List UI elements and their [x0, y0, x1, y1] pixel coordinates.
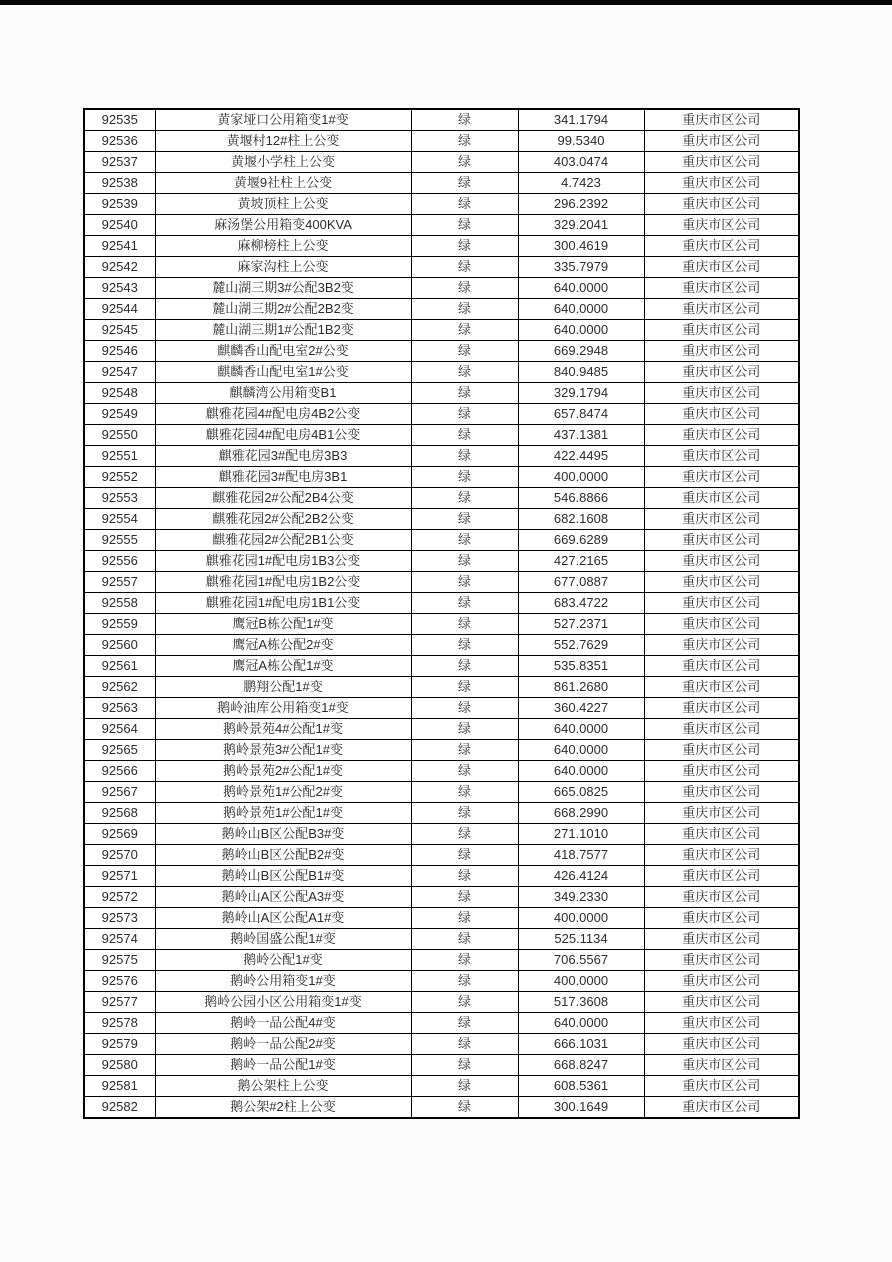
cell-name: 鹅岭公配1#变 [155, 950, 411, 971]
cell-id: 92553 [84, 488, 155, 509]
cell-name: 麒雅花园2#公配2B2公变 [155, 509, 411, 530]
cell-name: 鹅岭山B区公配B3#变 [155, 824, 411, 845]
cell-company: 重庆市区公司 [644, 215, 799, 236]
cell-id: 92538 [84, 173, 155, 194]
cell-company: 重庆市区公司 [644, 866, 799, 887]
cell-company: 重庆市区公司 [644, 803, 799, 824]
cell-name: 鹅岭油库公用箱变1#变 [155, 698, 411, 719]
table-row [84, 341, 799, 362]
cell-company: 重庆市区公司 [644, 635, 799, 656]
cell-status: 绿 [411, 194, 518, 215]
cell-company: 重庆市区公司 [644, 698, 799, 719]
cell-value: 329.2041 [518, 215, 644, 236]
cell-value: 427.2165 [518, 551, 644, 572]
cell-name: 麓山湖三期1#公配1B2变 [155, 320, 411, 341]
cell-id: 92580 [84, 1055, 155, 1076]
cell-id: 92570 [84, 845, 155, 866]
cell-value: 271.1010 [518, 824, 644, 845]
table-row [84, 1034, 799, 1055]
cell-value: 4.7423 [518, 173, 644, 194]
cell-value: 403.0474 [518, 152, 644, 173]
table-row [84, 887, 799, 908]
cell-company: 重庆市区公司 [644, 1055, 799, 1076]
cell-status: 绿 [411, 404, 518, 425]
cell-company: 重庆市区公司 [644, 488, 799, 509]
table-row [84, 299, 799, 320]
table-row [84, 530, 799, 551]
cell-company: 重庆市区公司 [644, 446, 799, 467]
cell-id: 92552 [84, 467, 155, 488]
cell-company: 重庆市区公司 [644, 614, 799, 635]
cell-status: 绿 [411, 698, 518, 719]
cell-status: 绿 [411, 236, 518, 257]
cell-value: 640.0000 [518, 719, 644, 740]
cell-id: 92543 [84, 278, 155, 299]
cell-id: 92571 [84, 866, 155, 887]
cell-name: 鹅岭公园小区公用箱变1#变 [155, 992, 411, 1013]
cell-status: 绿 [411, 1034, 518, 1055]
top-edge-bar [0, 0, 892, 5]
cell-status: 绿 [411, 929, 518, 950]
cell-id: 92541 [84, 236, 155, 257]
cell-value: 668.2990 [518, 803, 644, 824]
cell-id: 92566 [84, 761, 155, 782]
table-row [84, 173, 799, 194]
cell-company: 重庆市区公司 [644, 719, 799, 740]
table-row [84, 488, 799, 509]
cell-value: 296.2392 [518, 194, 644, 215]
cell-value: 640.0000 [518, 320, 644, 341]
table-row [84, 109, 799, 131]
cell-company: 重庆市区公司 [644, 782, 799, 803]
cell-company: 重庆市区公司 [644, 383, 799, 404]
cell-value: 640.0000 [518, 299, 644, 320]
table-row [84, 677, 799, 698]
cell-id: 92572 [84, 887, 155, 908]
cell-name: 黄堰小学柱上公变 [155, 152, 411, 173]
table-row [84, 131, 799, 152]
cell-name: 黄堰9社柱上公变 [155, 173, 411, 194]
cell-name: 黄坡顶柱上公变 [155, 194, 411, 215]
cell-status: 绿 [411, 488, 518, 509]
table-row [84, 635, 799, 656]
cell-name: 麻家沟柱上公变 [155, 257, 411, 278]
cell-id: 92551 [84, 446, 155, 467]
cell-company: 重庆市区公司 [644, 992, 799, 1013]
cell-value: 640.0000 [518, 740, 644, 761]
cell-value: 657.8474 [518, 404, 644, 425]
cell-name: 鹅岭一品公配1#变 [155, 1055, 411, 1076]
cell-company: 重庆市区公司 [644, 908, 799, 929]
table-row [84, 278, 799, 299]
cell-company: 重庆市区公司 [644, 173, 799, 194]
table-row [84, 698, 799, 719]
cell-name: 麒雅花园2#公配2B1公变 [155, 530, 411, 551]
cell-company: 重庆市区公司 [644, 593, 799, 614]
cell-name: 麒雅花园1#配电房1B3公变 [155, 551, 411, 572]
table-row [84, 362, 799, 383]
cell-company: 重庆市区公司 [644, 740, 799, 761]
cell-name: 鹅岭景苑2#公配1#变 [155, 761, 411, 782]
cell-id: 92561 [84, 656, 155, 677]
cell-value: 300.4619 [518, 236, 644, 257]
table-row [84, 215, 799, 236]
cell-name: 麻汤堡公用箱变400KVA [155, 215, 411, 236]
cell-status: 绿 [411, 215, 518, 236]
cell-value: 341.1794 [518, 109, 644, 131]
cell-company: 重庆市区公司 [644, 1034, 799, 1055]
cell-name: 鹅岭国盛公配1#变 [155, 929, 411, 950]
cell-name: 鹅岭景苑3#公配1#变 [155, 740, 411, 761]
cell-status: 绿 [411, 971, 518, 992]
cell-value: 400.0000 [518, 908, 644, 929]
cell-company: 重庆市区公司 [644, 404, 799, 425]
cell-status: 绿 [411, 740, 518, 761]
cell-name: 鹅岭一品公配2#变 [155, 1034, 411, 1055]
cell-value: 640.0000 [518, 761, 644, 782]
table-row [84, 950, 799, 971]
cell-name: 鹅公架#2柱上公变 [155, 1097, 411, 1119]
cell-id: 92536 [84, 131, 155, 152]
cell-id: 92555 [84, 530, 155, 551]
cell-id: 92550 [84, 425, 155, 446]
table-row [84, 1076, 799, 1097]
cell-name: 鹅岭山B区公配B1#变 [155, 866, 411, 887]
cell-value: 666.1031 [518, 1034, 644, 1055]
cell-value: 360.4227 [518, 698, 644, 719]
cell-value: 535.8351 [518, 656, 644, 677]
cell-id: 92557 [84, 572, 155, 593]
table-row [84, 761, 799, 782]
cell-company: 重庆市区公司 [644, 551, 799, 572]
cell-id: 92559 [84, 614, 155, 635]
table-row [84, 446, 799, 467]
table-row [84, 194, 799, 215]
cell-id: 92574 [84, 929, 155, 950]
cell-name: 鹅岭景苑1#公配2#变 [155, 782, 411, 803]
cell-status: 绿 [411, 1097, 518, 1119]
cell-id: 92562 [84, 677, 155, 698]
cell-id: 92554 [84, 509, 155, 530]
cell-value: 683.4722 [518, 593, 644, 614]
cell-status: 绿 [411, 530, 518, 551]
cell-name: 鹅岭公用箱变1#变 [155, 971, 411, 992]
cell-status: 绿 [411, 362, 518, 383]
table-row [84, 992, 799, 1013]
cell-id: 92577 [84, 992, 155, 1013]
cell-company: 重庆市区公司 [644, 467, 799, 488]
cell-value: 329.1794 [518, 383, 644, 404]
cell-company: 重庆市区公司 [644, 131, 799, 152]
cell-name: 麒麟香山配电室1#公变 [155, 362, 411, 383]
cell-name: 麓山湖三期3#公配3B2变 [155, 278, 411, 299]
cell-id: 92545 [84, 320, 155, 341]
cell-company: 重庆市区公司 [644, 299, 799, 320]
cell-name: 鹅公架柱上公变 [155, 1076, 411, 1097]
cell-company: 重庆市区公司 [644, 152, 799, 173]
cell-value: 669.2948 [518, 341, 644, 362]
cell-name: 黄堰村12#柱上公变 [155, 131, 411, 152]
cell-value: 552.7629 [518, 635, 644, 656]
cell-status: 绿 [411, 887, 518, 908]
table-row [84, 719, 799, 740]
cell-status: 绿 [411, 278, 518, 299]
cell-company: 重庆市区公司 [644, 677, 799, 698]
cell-id: 92568 [84, 803, 155, 824]
table-row [84, 404, 799, 425]
cell-status: 绿 [411, 845, 518, 866]
cell-value: 706.5567 [518, 950, 644, 971]
cell-name: 鹰冠B栋公配1#变 [155, 614, 411, 635]
cell-id: 92564 [84, 719, 155, 740]
cell-id: 92537 [84, 152, 155, 173]
cell-status: 绿 [411, 131, 518, 152]
cell-status: 绿 [411, 152, 518, 173]
cell-name: 麒麟湾公用箱变B1 [155, 383, 411, 404]
transformer-table-body [84, 109, 799, 1118]
cell-id: 92569 [84, 824, 155, 845]
cell-name: 麒麟香山配电室2#公变 [155, 341, 411, 362]
table-row [84, 551, 799, 572]
cell-name: 鹅岭山A区公配A1#变 [155, 908, 411, 929]
cell-status: 绿 [411, 467, 518, 488]
table-row [84, 257, 799, 278]
cell-company: 重庆市区公司 [644, 971, 799, 992]
cell-id: 92578 [84, 1013, 155, 1034]
table-row [84, 152, 799, 173]
cell-company: 重庆市区公司 [644, 761, 799, 782]
cell-company: 重庆市区公司 [644, 530, 799, 551]
cell-value: 400.0000 [518, 971, 644, 992]
cell-value: 546.8866 [518, 488, 644, 509]
cell-status: 绿 [411, 593, 518, 614]
cell-name: 鹅岭一品公配4#变 [155, 1013, 411, 1034]
cell-name: 鹅岭景苑1#公配1#变 [155, 803, 411, 824]
cell-id: 92576 [84, 971, 155, 992]
cell-id: 92540 [84, 215, 155, 236]
cell-status: 绿 [411, 341, 518, 362]
cell-value: 437.1381 [518, 425, 644, 446]
cell-id: 92549 [84, 404, 155, 425]
cell-status: 绿 [411, 614, 518, 635]
transformer-table [83, 108, 800, 1119]
cell-status: 绿 [411, 572, 518, 593]
cell-value: 525.1134 [518, 929, 644, 950]
cell-value: 682.1608 [518, 509, 644, 530]
cell-name: 麒雅花园4#配电房4B1公变 [155, 425, 411, 446]
table-row [84, 467, 799, 488]
table-row [84, 929, 799, 950]
cell-value: 608.5361 [518, 1076, 644, 1097]
cell-name: 麒雅花园3#配电房3B3 [155, 446, 411, 467]
cell-value: 99.5340 [518, 131, 644, 152]
cell-status: 绿 [411, 866, 518, 887]
cell-id: 92542 [84, 257, 155, 278]
cell-id: 92547 [84, 362, 155, 383]
table-row [84, 236, 799, 257]
table-row [84, 803, 799, 824]
cell-id: 92560 [84, 635, 155, 656]
table-row [84, 383, 799, 404]
cell-company: 重庆市区公司 [644, 257, 799, 278]
cell-name: 鹅岭山A区公配A3#变 [155, 887, 411, 908]
cell-name: 麒雅花园4#配电房4B2公变 [155, 404, 411, 425]
cell-id: 92581 [84, 1076, 155, 1097]
cell-id: 92539 [84, 194, 155, 215]
cell-company: 重庆市区公司 [644, 341, 799, 362]
cell-value: 335.7979 [518, 257, 644, 278]
cell-company: 重庆市区公司 [644, 194, 799, 215]
cell-name: 麻柳榜柱上公变 [155, 236, 411, 257]
cell-id: 92565 [84, 740, 155, 761]
cell-company: 重庆市区公司 [644, 1076, 799, 1097]
cell-status: 绿 [411, 635, 518, 656]
cell-status: 绿 [411, 299, 518, 320]
cell-id: 92563 [84, 698, 155, 719]
cell-company: 重庆市区公司 [644, 425, 799, 446]
cell-company: 重庆市区公司 [644, 950, 799, 971]
table-row [84, 740, 799, 761]
table-row [84, 1055, 799, 1076]
cell-status: 绿 [411, 803, 518, 824]
cell-company: 重庆市区公司 [644, 278, 799, 299]
cell-status: 绿 [411, 761, 518, 782]
cell-value: 418.7577 [518, 845, 644, 866]
cell-id: 92548 [84, 383, 155, 404]
table-row [84, 425, 799, 446]
cell-name: 麒雅花园1#配电房1B2公变 [155, 572, 411, 593]
cell-status: 绿 [411, 425, 518, 446]
table-row [84, 1013, 799, 1034]
cell-company: 重庆市区公司 [644, 929, 799, 950]
cell-name: 鹰冠A栋公配1#变 [155, 656, 411, 677]
cell-name: 麒雅花园1#配电房1B1公变 [155, 593, 411, 614]
cell-company: 重庆市区公司 [644, 1097, 799, 1119]
cell-company: 重庆市区公司 [644, 887, 799, 908]
cell-id: 92544 [84, 299, 155, 320]
cell-company: 重庆市区公司 [644, 362, 799, 383]
table-row [84, 614, 799, 635]
cell-status: 绿 [411, 992, 518, 1013]
cell-value: 669.6289 [518, 530, 644, 551]
table-row [84, 509, 799, 530]
cell-company: 重庆市区公司 [644, 824, 799, 845]
cell-value: 527.2371 [518, 614, 644, 635]
cell-id: 92558 [84, 593, 155, 614]
table-row [84, 866, 799, 887]
cell-status: 绿 [411, 551, 518, 572]
table-row [84, 908, 799, 929]
cell-status: 绿 [411, 824, 518, 845]
cell-name: 鹰冠A栋公配2#变 [155, 635, 411, 656]
cell-id: 92567 [84, 782, 155, 803]
cell-value: 668.8247 [518, 1055, 644, 1076]
cell-status: 绿 [411, 719, 518, 740]
cell-status: 绿 [411, 320, 518, 341]
cell-status: 绿 [411, 677, 518, 698]
cell-status: 绿 [411, 1055, 518, 1076]
cell-status: 绿 [411, 1013, 518, 1034]
cell-value: 677.0887 [518, 572, 644, 593]
cell-name: 麒雅花园2#公配2B4公变 [155, 488, 411, 509]
cell-value: 861.2680 [518, 677, 644, 698]
cell-status: 绿 [411, 257, 518, 278]
cell-id: 92579 [84, 1034, 155, 1055]
cell-value: 349.2330 [518, 887, 644, 908]
cell-company: 重庆市区公司 [644, 320, 799, 341]
cell-name: 鹅岭景苑4#公配1#变 [155, 719, 411, 740]
cell-value: 400.0000 [518, 467, 644, 488]
cell-status: 绿 [411, 782, 518, 803]
cell-value: 640.0000 [518, 1013, 644, 1034]
cell-status: 绿 [411, 173, 518, 194]
table-row [84, 572, 799, 593]
cell-company: 重庆市区公司 [644, 109, 799, 131]
table-row [84, 656, 799, 677]
cell-name: 麓山湖三期2#公配2B2变 [155, 299, 411, 320]
cell-status: 绿 [411, 109, 518, 131]
cell-value: 300.1649 [518, 1097, 644, 1119]
cell-id: 92546 [84, 341, 155, 362]
cell-value: 640.0000 [518, 278, 644, 299]
cell-name: 麒雅花园3#配电房3B1 [155, 467, 411, 488]
cell-company: 重庆市区公司 [644, 236, 799, 257]
table-row [84, 845, 799, 866]
table-row [84, 320, 799, 341]
cell-value: 840.9485 [518, 362, 644, 383]
cell-value: 517.3608 [518, 992, 644, 1013]
cell-id: 92582 [84, 1097, 155, 1119]
cell-status: 绿 [411, 509, 518, 530]
cell-status: 绿 [411, 950, 518, 971]
table-row [84, 593, 799, 614]
table-row [84, 824, 799, 845]
cell-status: 绿 [411, 1076, 518, 1097]
cell-value: 422.4495 [518, 446, 644, 467]
cell-name: 鹏翔公配1#变 [155, 677, 411, 698]
cell-id: 92535 [84, 109, 155, 131]
cell-name: 鹅岭山B区公配B2#变 [155, 845, 411, 866]
cell-status: 绿 [411, 656, 518, 677]
table-row [84, 1097, 799, 1119]
cell-company: 重庆市区公司 [644, 1013, 799, 1034]
cell-value: 665.0825 [518, 782, 644, 803]
cell-name: 黄家垭口公用箱变1#变 [155, 109, 411, 131]
cell-status: 绿 [411, 446, 518, 467]
cell-status: 绿 [411, 908, 518, 929]
cell-company: 重庆市区公司 [644, 509, 799, 530]
table-row [84, 971, 799, 992]
cell-company: 重庆市区公司 [644, 572, 799, 593]
table-row [84, 782, 799, 803]
cell-company: 重庆市区公司 [644, 656, 799, 677]
cell-value: 426.4124 [518, 866, 644, 887]
cell-id: 92575 [84, 950, 155, 971]
cell-company: 重庆市区公司 [644, 845, 799, 866]
cell-id: 92573 [84, 908, 155, 929]
cell-status: 绿 [411, 383, 518, 404]
cell-id: 92556 [84, 551, 155, 572]
